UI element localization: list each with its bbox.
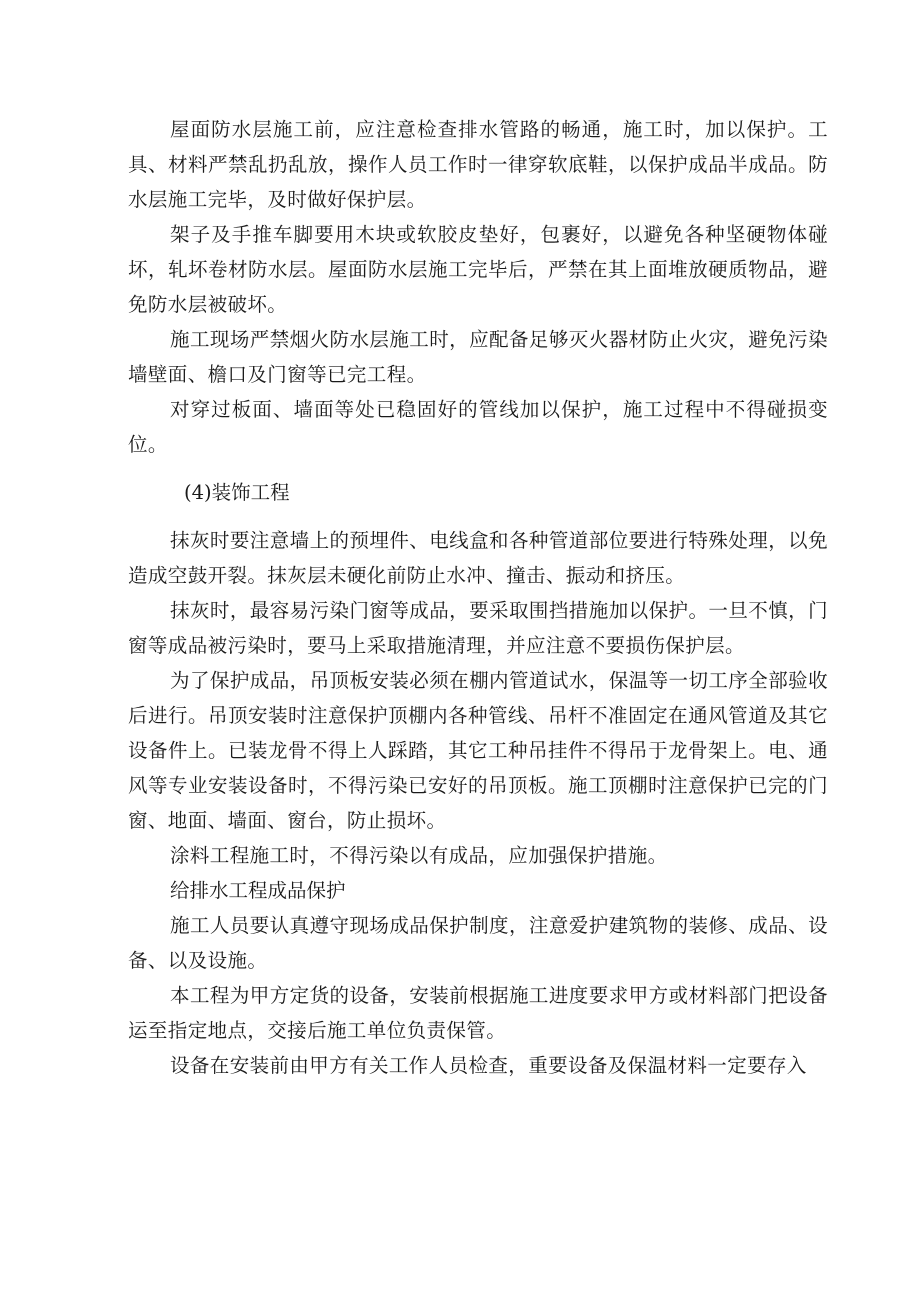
paragraph-plastering-embedded-parts: 抹灰时要注意墙上的预埋件、电线盒和各种管道部位要进行特殊处理，以免造成空鼓开裂。抹灰层未硬化前防止水冲、撞击、振动和挤压。 (128, 529, 828, 587)
paragraph-ceiling-installation: 为了保护成品，吊顶板安装必须在棚内管道试水，保温等一切工序全部验收后进行。吊顶安装时注意保护顶棚内各种管线、吊杆不准固定在通风管道及其它设备件上。已装龙骨不得上人踩踏，其它工种吊挂件不得吊于龙骨架上。电、通风等专业安装设备时，不得污染已安好的吊顶板。施工顶棚时注意保护已完的门窗、地面、墙面、窗台，防止损坏。 (128, 669, 828, 832)
section-heading-decoration: (4)装饰工程 (184, 481, 290, 504)
paragraph-plastering-doors-windows: 抹灰时，最容易污染门窗等成品，要采取围挡措施加以保护。一旦不慎，门窗等成品被污染时，要马上采取措施清理，并应注意不要损伤保护层。 (128, 599, 828, 657)
paragraph-site-protection-rules: 施工人员要认真遵守现场成品保护制度，注意爱护建筑物的装修、成品、设备、以及设施。 (128, 914, 828, 972)
paragraph-coating-works: 涂料工程施工时，不得污染以有成品，应加强保护措施。 (170, 844, 668, 867)
document-body (128, 112, 828, 1083)
subheading-plumbing-protection: 给排水工程成品保护 (170, 879, 346, 902)
paragraph-owner-supplied-equipment: 本工程为甲方定货的设备，安装前根据施工进度要求甲方或材料部门把设备运至指定地点，交接后施工单位负责保管。 (128, 984, 828, 1042)
paragraph-fire-prevention: 施工现场严禁烟火防水层施工时，应配备足够灭火器材防止火灾，避免污染墙壁面、檐口及门窗等已完工程。 (128, 328, 828, 386)
paragraph-scaffold-cart-padding: 架子及手推车脚要用木块或软胶皮垫好，包裹好，以避免各种坚硬物体碰坏，轧坏卷材防水层。屋面防水层施工完毕后，严禁在其上面堆放硬质物品，避免防水层被破坏。 (128, 223, 828, 316)
paragraph-equipment-inspection: 设备在安装前由甲方有关工作人员检查，重要设备及保温材料一定要存入 (170, 1054, 807, 1077)
paragraph-pipeline-protection: 对穿过板面、墙面等处已稳固好的管线加以保护，施工过程中不得碰损变位。 (128, 398, 828, 456)
paragraph-roof-waterproof-protection: 屋面防水层施工前，应注意检查排水管路的畅通，施工时，加以保护。工具、材料严禁乱扔乱放，操作人员工作时一律穿软底鞋，以保护成品半成品。防水层施工完毕，及时做好保护层。 (128, 118, 828, 211)
